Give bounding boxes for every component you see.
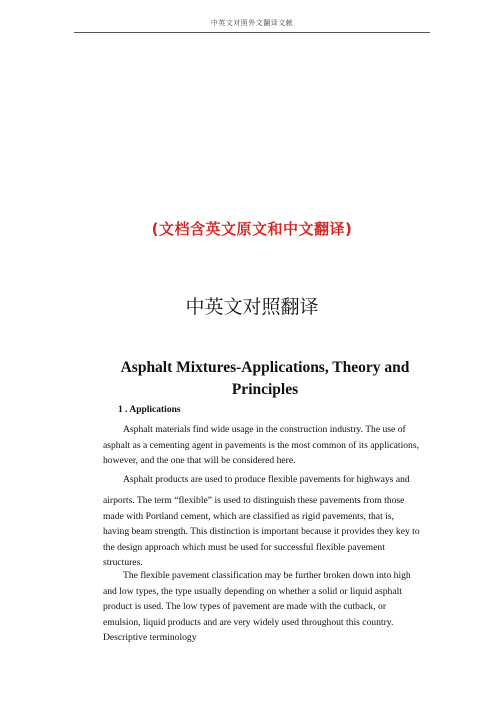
paragraph-2: Asphalt products are used to produce flexible pavements for highways and (123, 474, 410, 485)
running-header: 中英文对照外文翻译文献 (210, 19, 294, 27)
bilingual-notice: (文档含英文原文和中文翻译) (151, 220, 353, 238)
paragraph-4: The flexible pavement classification may be further broken down into high and low types, the type usually depending on whether a solid or liquid asphalt product is used. The low types of pavement are made with the cutback, or emulsion, liquid products and are very widely used throughout this country. Descriptive terminology (103, 570, 411, 643)
paragraph-3: airports. The term “flexible” is used to distinguish these pavements from those made with Portland cement, which are classified as rigid pavements, that is, having beam strength. This distinction is important because it provides they key to the design approach which must be used for successful flexible pavement structures. (103, 495, 420, 568)
english-title: Asphalt Mixtures-Applications, Theory and Principles (120, 359, 410, 398)
chinese-title: 中英文对照翻译 (185, 296, 319, 318)
section-heading: 1 . Applications (118, 405, 181, 415)
header-rule (74, 32, 430, 33)
paragraph-1: Asphalt materials find wide usage in the construction industry. The use of asphalt as a cementing agent in pavements is the most common of its applications, however, and the one that will be considered here. (103, 424, 419, 466)
